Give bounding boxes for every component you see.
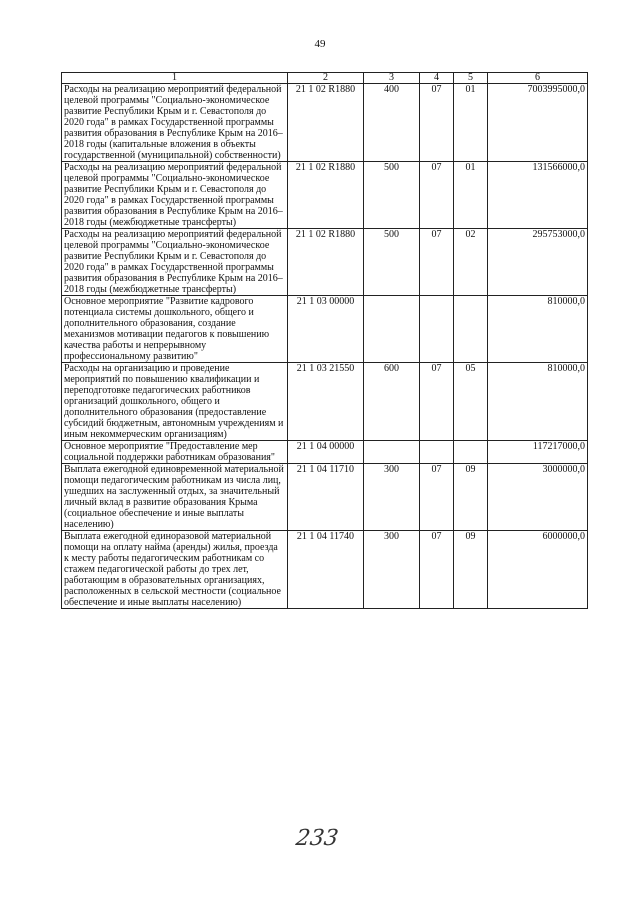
handwritten-page-number: 233 [294, 826, 340, 851]
row-rz [420, 441, 454, 464]
row-code: 21 1 02 R1880 [288, 84, 364, 162]
column-header: 2 [288, 73, 364, 84]
row-amount: 117217000,0 [488, 441, 588, 464]
row-name: Расходы на реализацию мероприятий федеральной целевой программы "Социально-экономическое развитие Республики Крым и г. Севастополя до 2020 года" в рамках Государственной программы развития образования в Республике Крым на 2016–2018 годы (капитальные вложения в объекты государственной (муниципальной) собственности) [62, 84, 288, 162]
page-number: 49 [314, 38, 326, 50]
table-row [62, 229, 588, 296]
row-vr [364, 441, 420, 464]
row-amount: 131566000,0 [488, 162, 588, 229]
row-name: Основное мероприятие "Предоставление мер социальной поддержки работникам образования" [62, 441, 288, 464]
row-name: Расходы на организацию и проведение мероприятий по повышению квалификации и переподготовке педагогических работников организаций дошкольного, общего и дополнительного образования (предоставление субсидий бюджетным, автономным учреждениям и иным некоммерческим организациям) [62, 363, 288, 441]
row-code: 21 1 03 21550 [288, 363, 364, 441]
row-name: Расходы на реализацию мероприятий федеральной целевой программы "Социально-экономическое развитие Республики Крым и г. Севастополя до 2020 года" в рамках Государственной программы развития образования в Республике Крым на 2016–2018 годы (межбюджетные трансферты) [62, 229, 288, 296]
row-vr: 500 [364, 229, 420, 296]
row-vr: 500 [364, 162, 420, 229]
row-amount: 295753000,0 [488, 229, 588, 296]
column-header: 4 [420, 73, 454, 84]
row-name: Основное мероприятие "Развитие кадрового потенциала системы дошкольного, общего и дополнительного образования, создание механизмов мотивации педагогов к повышению качества работы и непрерывному профессиональному развитию" [62, 296, 288, 363]
row-rz: 07 [420, 531, 454, 609]
row-code: 21 1 02 R1880 [288, 229, 364, 296]
row-pr [454, 441, 488, 464]
row-amount: 3000000,0 [488, 464, 588, 531]
table-row [62, 531, 588, 609]
row-rz: 07 [420, 464, 454, 531]
table-row [62, 84, 588, 162]
row-pr: 05 [454, 363, 488, 441]
row-code: 21 1 02 R1880 [288, 162, 364, 229]
row-vr: 300 [364, 531, 420, 609]
row-vr: 600 [364, 363, 420, 441]
column-header: 6 [488, 73, 588, 84]
row-pr [454, 296, 488, 363]
row-code: 21 1 04 11710 [288, 464, 364, 531]
row-vr: 400 [364, 84, 420, 162]
row-pr: 01 [454, 84, 488, 162]
row-amount: 810000,0 [488, 363, 588, 441]
column-header: 5 [454, 73, 488, 84]
row-rz: 07 [420, 229, 454, 296]
budget-table [61, 72, 588, 609]
table-row [62, 162, 588, 229]
table-header-row [62, 73, 588, 84]
row-pr: 01 [454, 162, 488, 229]
table-row [62, 464, 588, 531]
row-pr: 09 [454, 464, 488, 531]
row-code: 21 1 03 00000 [288, 296, 364, 363]
row-amount: 7003995000,0 [488, 84, 588, 162]
row-rz: 07 [420, 84, 454, 162]
column-header: 1 [62, 73, 288, 84]
row-vr: 300 [364, 464, 420, 531]
row-rz: 07 [420, 363, 454, 441]
row-pr: 09 [454, 531, 488, 609]
table-row [62, 296, 588, 363]
table-row [62, 363, 588, 441]
row-name: Расходы на реализацию мероприятий федеральной целевой программы "Социально-экономическое развитие Республики Крым и г. Севастополя до 2020 года" в рамках Государственной программы развития образования в Республике Крым на 2016–2018 годы (межбюджетные трансферты) [62, 162, 288, 229]
row-name: Выплата ежегодной единовременной материальной помощи педагогическим работникам из числа лиц, ушедших на заслуженный отдых, за значительный личный вклад в развитие образования Крыма (социальное обеспечение и иные выплаты населению) [62, 464, 288, 531]
row-vr [364, 296, 420, 363]
row-amount: 810000,0 [488, 296, 588, 363]
table-row [62, 441, 588, 464]
row-amount: 6000000,0 [488, 531, 588, 609]
row-code: 21 1 04 00000 [288, 441, 364, 464]
column-header: 3 [364, 73, 420, 84]
row-code: 21 1 04 11740 [288, 531, 364, 609]
row-rz: 07 [420, 162, 454, 229]
row-name: Выплата ежегодной единоразовой материальной помощи на оплату найма (аренды) жилья, проезда к месту работы педагогическим работникам со стажем педагогической работы до трех лет, работающим в образовательных организациях, расположенных в сельской местности (социальное обеспечение и иные выплаты населению) [62, 531, 288, 609]
row-pr: 02 [454, 229, 488, 296]
row-rz [420, 296, 454, 363]
